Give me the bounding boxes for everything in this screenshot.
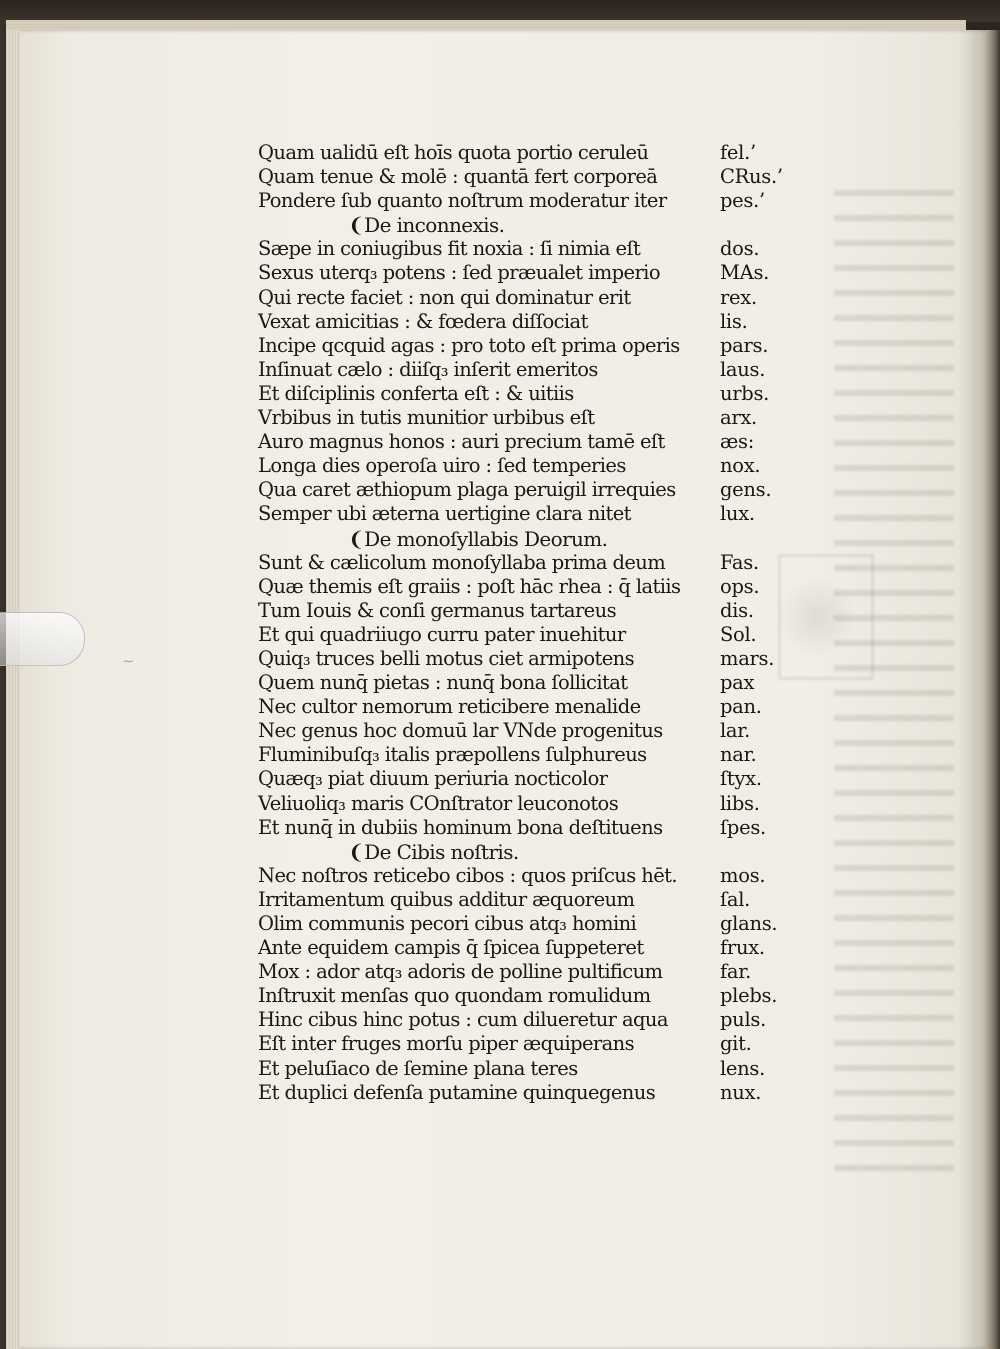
verse-line <box>258 478 798 502</box>
verse-text: Qua caret æthiopum plaga peruigil irrequies <box>258 478 676 502</box>
verse-text: Qui recte faciet : non qui dominatur erit <box>258 285 631 309</box>
binding-top <box>0 0 1000 22</box>
section-heading-text: ❨De inconnexis. <box>348 213 505 238</box>
verse-line <box>258 406 798 430</box>
verse-text: Veliuoliq₃ maris COnſtrator leuconotos <box>258 791 619 815</box>
section-heading <box>258 527 798 551</box>
verse-text: Quæ themis eſt graiis : poſt hāc rhea : q̄ latiis <box>258 574 681 598</box>
verse-text: Sæpe in coniugibus fit noxia : ſi nimia eſt <box>258 237 641 261</box>
verse-text: Quam ualidū eſt hoīs quota portio ceruleū <box>258 141 649 164</box>
verse-text: Fluminibuſq₃ italis præpollens ſulphureus <box>258 743 647 767</box>
verse-text: Tum Iouis & conſi germanus tartareus <box>258 598 616 622</box>
answer-word: laus. <box>720 357 766 381</box>
verse-line <box>258 430 798 454</box>
verse-line <box>258 1032 798 1056</box>
verse-text: Mox : ador atq₃ adoris de polline pultificum <box>258 960 663 984</box>
verse-text: Eſt inter fruges morſu piper æquiperans <box>258 1032 635 1056</box>
answer-word: pars. <box>720 333 769 357</box>
verse-line <box>258 551 798 575</box>
answer-word: ops. <box>720 574 760 598</box>
section-heading-text: ❨De Cibis noſtris. <box>348 839 519 864</box>
verse-text: Quæq₃ piat diuum periuria nocticolor <box>258 767 608 791</box>
spine-edge <box>986 30 1000 1349</box>
answer-word: æs: <box>720 430 755 454</box>
answer-word: arx. <box>720 406 757 430</box>
verse-line <box>258 647 798 671</box>
verse-line <box>258 502 798 526</box>
bookmark-tab <box>0 612 85 666</box>
answer-word: lens. <box>720 1056 766 1080</box>
answer-word: Fas. <box>720 550 759 574</box>
answer-word: fel.’ <box>720 141 756 164</box>
section-heading-text: ❨De monoſyllabis Deorum. <box>348 526 608 551</box>
answer-word: CRus.’ <box>720 165 783 189</box>
verse-text: Irritamentum quibus additur æquoreum <box>258 887 635 911</box>
verse-line <box>258 912 798 936</box>
answer-word: lar. <box>720 719 751 743</box>
answer-word: urbs. <box>720 381 770 405</box>
verse-text: Et diſciplinis conferta eſt : & uitiis <box>258 381 574 405</box>
answer-word: ſpes. <box>720 815 766 839</box>
section-heading <box>258 213 798 237</box>
answer-word: far. <box>720 960 752 984</box>
verse-line <box>258 334 798 358</box>
answer-word: git. <box>720 1032 752 1056</box>
answer-word: pes.’ <box>720 189 765 213</box>
answer-word: pan. <box>720 695 762 719</box>
answer-word: rex. <box>720 285 757 309</box>
verse-line <box>258 888 798 912</box>
verse-text: Inſinuat cælo : diiſq₃ inſerit emeritos <box>258 357 598 381</box>
verse-text: Quiq₃ truces belli motus ciet armipotens <box>258 646 634 670</box>
verse-line <box>258 261 798 285</box>
verse-line <box>258 623 798 647</box>
answer-word: nar. <box>720 743 757 767</box>
show-through-text <box>834 180 954 1180</box>
verse-text: Vexat amicitias : & fœdera diſſociat <box>258 309 588 333</box>
verse-line <box>258 960 798 984</box>
verse-line <box>258 936 798 960</box>
answer-word: Sol. <box>720 622 757 646</box>
answer-word: gens. <box>720 478 772 502</box>
verse-text: Hinc cibus hinc potus : cum dilueretur aqua <box>258 1008 668 1032</box>
verse-line <box>258 454 798 478</box>
section-heading <box>258 840 798 864</box>
verse-line <box>258 141 798 165</box>
answer-word: dos. <box>720 237 760 261</box>
verse-line <box>258 743 798 767</box>
verse-line <box>258 792 798 816</box>
verse-text: Pondere ſub quanto noſtrum moderatur iter <box>258 189 667 213</box>
answer-word: nox. <box>720 454 761 478</box>
answer-word: pax <box>720 671 755 695</box>
verse-text: Sunt & cælicolum monoſyllaba prima deum <box>258 550 666 574</box>
verse-text: Nec genus hoc domuū lar VNde progenitus <box>258 719 663 743</box>
verse-line <box>258 671 798 695</box>
answer-word: mars. <box>720 646 775 670</box>
verse-line <box>258 719 798 743</box>
verse-line <box>258 189 798 213</box>
verse-text: Et qui quadriiugo curru pater inuehitur <box>258 622 626 646</box>
verse-text: Et peluſiaco de ſemine plana teres <box>258 1056 578 1080</box>
answer-word: ſtyx. <box>720 767 762 791</box>
answer-word: puls. <box>720 1008 766 1032</box>
verse-text: Incipe qcquid agas : pro toto eſt prima operis <box>258 333 680 357</box>
poem-text <box>258 141 798 1105</box>
verse-line <box>258 599 798 623</box>
verse-text: Et duplici defenſa putamine quinquegenus <box>258 1080 656 1104</box>
page-left-edge <box>6 30 20 1349</box>
verse-line <box>258 1057 798 1081</box>
verse-line <box>258 237 798 261</box>
verse-text: Quam tenue & molē : quantā fert corporeā <box>258 165 658 189</box>
verse-line <box>258 984 798 1008</box>
verse-text: Nec cultor nemorum reticibere menalide <box>258 695 641 719</box>
answer-word: libs. <box>720 791 760 815</box>
verse-line <box>258 358 798 382</box>
answer-word: frux. <box>720 936 765 960</box>
verse-line <box>258 310 798 334</box>
answer-word: mos. <box>720 863 766 887</box>
verse-line <box>258 864 798 888</box>
answer-word: ſal. <box>720 887 751 911</box>
verse-text: Et nunq̄ in dubiis hominum bona deſtituens <box>258 815 663 839</box>
verse-text: Inſtruxit menſas quo quondam romulidum <box>258 984 651 1008</box>
answer-word: nux. <box>720 1080 762 1104</box>
verse-line <box>258 382 798 406</box>
verse-line <box>258 1081 798 1105</box>
verse-text: Vrbibus in tutis munitior urbibus eſt <box>258 406 595 430</box>
verse-text: Nec noſtros reticebo cibos : quos priſcus hēt. <box>258 863 677 887</box>
verse-text: Ante equidem campis q̄ ſpicea ſuppeteret <box>258 936 644 960</box>
verse-text: Sexus uterq₃ potens : ſed præualet imperio <box>258 261 660 285</box>
answer-word: lux. <box>720 502 755 526</box>
verse-text: Longa dies operoſa uiro : ſed temperies <box>258 454 626 478</box>
answer-word: lis. <box>720 309 748 333</box>
answer-word: MAs. <box>720 261 770 285</box>
verse-text: Auro magnus honos : auri precium tamē eſt <box>258 430 665 454</box>
verse-line <box>258 286 798 310</box>
verse-text: Quem nunq̄ pietas : nunq̄ bona ſollicitat <box>258 671 628 695</box>
verse-line <box>258 1008 798 1032</box>
answer-word: glans. <box>720 912 778 935</box>
verse-line <box>258 575 798 599</box>
verse-line <box>258 165 798 189</box>
answer-word: dis. <box>720 598 754 622</box>
verse-text: Semper ubi æterna uertigine clara nitet <box>258 502 631 526</box>
margin-note: ~ <box>121 651 136 671</box>
verse-line <box>258 767 798 791</box>
answer-word: plebs. <box>720 984 778 1008</box>
verse-line <box>258 695 798 719</box>
verse-line <box>258 816 798 840</box>
verse-text: Olim communis pecori cibus atq₃ homini <box>258 912 637 935</box>
